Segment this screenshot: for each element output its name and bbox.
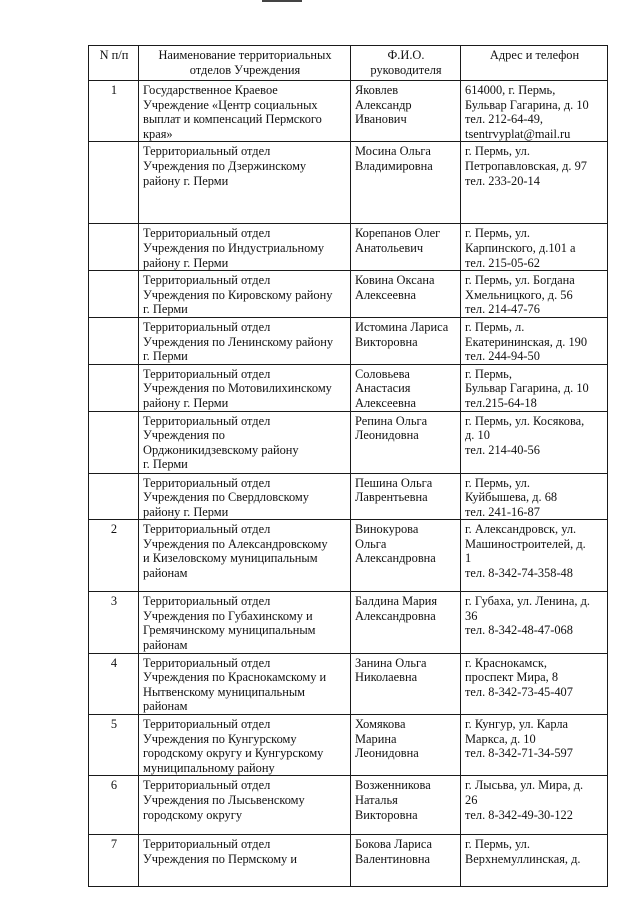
head-fio-cell [351, 317, 461, 364]
row-number: 2 [89, 520, 139, 592]
head-fio-line: Пешина Ольга [355, 475, 433, 490]
office-name-line: районам [143, 638, 188, 653]
row-number: 3 [89, 592, 139, 653]
table-row [89, 271, 608, 318]
row-number: 7 [89, 835, 139, 887]
head-fio-cell [351, 411, 461, 473]
office-name-line: Территориальный отдел [143, 717, 271, 732]
office-name-cell [139, 715, 351, 776]
head-fio-line: Анатольевич [355, 240, 424, 255]
office-name-line: Территориальный отдел [143, 413, 271, 428]
address-phone-cell [461, 364, 608, 411]
head-fio-cell [351, 835, 461, 887]
head-fio-line: Алексеевна [355, 287, 416, 302]
header-name [139, 46, 351, 81]
office-name-line: Учреждения по Краснокамскому и [143, 670, 327, 685]
office-name-line: району г. Перми [143, 173, 229, 188]
office-name-line: Территориальный отдел [143, 319, 271, 334]
row-number: 5 [89, 715, 139, 776]
address-phone-line: тел. 241-16-87 [465, 504, 540, 519]
office-name-cell [139, 520, 351, 592]
head-fio-line: Репина Ольга [355, 413, 428, 428]
row-number [89, 411, 139, 473]
address-phone-line: 1 [465, 551, 472, 566]
address-phone-line: г. Пермь, ул. [465, 837, 530, 852]
head-fio-cell [351, 592, 461, 653]
address-phone-line: Куйбышева, д. 68 [465, 490, 558, 505]
address-phone-line: тел. 214-47-76 [465, 302, 540, 317]
office-name-line: края» [143, 126, 173, 141]
page-top-mark [262, 0, 302, 2]
address-phone-line: тел. 212-64-49, [465, 112, 544, 127]
head-fio-cell [351, 776, 461, 835]
row-number [89, 317, 139, 364]
table-row [89, 520, 608, 592]
address-phone-line: г. Пермь, ул. [465, 144, 530, 159]
head-fio-line: Лаврентьевна [355, 490, 428, 505]
table-row [89, 224, 608, 271]
office-name-cell [139, 411, 351, 473]
head-fio-cell [351, 715, 461, 776]
office-name-line: Учреждения по Индустриальному [143, 240, 325, 255]
office-name-line: Территориальный отдел [143, 144, 271, 159]
table-row [89, 364, 608, 411]
head-fio-line: Александровна [355, 608, 436, 623]
head-fio-line: Александровна [355, 551, 436, 566]
office-name-line: Учреждения по Свердловскому [143, 490, 309, 505]
address-phone-line: г. Кунгур, ул. Карла [465, 717, 569, 732]
head-fio-line: Бокова Лариса [355, 837, 433, 852]
table-row [89, 473, 608, 520]
office-name-cell [139, 81, 351, 142]
header-num: N п/п [89, 46, 139, 81]
head-fio-cell [351, 224, 461, 271]
head-fio-cell [351, 520, 461, 592]
office-name-line: Учреждения по Губахинскому и [143, 608, 313, 623]
office-name-line: Территориальный отдел [143, 778, 271, 793]
address-phone-line: Бульвар Гагарина, д. 10 [465, 381, 589, 396]
row-number [89, 142, 139, 224]
office-name-cell [139, 835, 351, 887]
head-fio-cell [351, 653, 461, 714]
row-number: 1 [89, 81, 139, 142]
table-row [89, 411, 608, 473]
office-name-cell [139, 142, 351, 224]
head-fio-line: Возженникова [355, 778, 431, 793]
address-phone-line: г. Пермь, ул. Богдана [465, 273, 575, 288]
office-name-cell [139, 473, 351, 520]
address-phone-cell [461, 271, 608, 318]
head-fio-line: Мосина Ольга [355, 144, 431, 159]
head-fio-line: Александр [355, 97, 412, 112]
table-row [89, 317, 608, 364]
address-phone-line: Бульвар Гагарина, д. 10 [465, 97, 589, 112]
office-name-line: Учреждения по Лысьвенскому [143, 793, 305, 807]
head-fio-line: Леонидовна [355, 428, 419, 443]
office-name-line: Территориальный отдел [143, 594, 271, 609]
address-phone-line: г. Пермь, л. [465, 319, 525, 334]
head-fio-line: Яковлев [355, 83, 399, 97]
address-phone-line: tsentrvyplat@mail.ru [465, 126, 571, 141]
office-name-cell [139, 271, 351, 318]
address-phone-line: проспект Мира, 8 [465, 670, 559, 685]
head-fio-line: Викторовна [355, 807, 418, 822]
head-fio-line: Балдина Мария [355, 594, 438, 609]
head-fio-cell [351, 81, 461, 142]
header-address-line: Адрес и телефон [489, 48, 580, 62]
head-fio-cell [351, 271, 461, 318]
office-name-line: Территориальный отдел [143, 366, 271, 381]
address-phone-line: г. Лысьва, ул. Мира, д. [465, 778, 584, 793]
header-address [461, 46, 608, 81]
office-name-line: выплат и компенсаций Пермского [143, 112, 322, 127]
address-phone-line: Петропавловская, д. 97 [465, 158, 587, 173]
office-name-line: городскому округу и Кунгурскому [143, 746, 324, 761]
office-name-line: Учреждение «Центр социальных [143, 97, 318, 112]
office-name-line: Учреждения по [143, 428, 225, 443]
address-phone-line: г. Пермь, ул. [465, 226, 530, 241]
head-fio-line: Наталья [355, 793, 398, 807]
office-name-line: Территориальный отдел [143, 522, 271, 537]
head-fio-line: Иванович [355, 112, 407, 127]
head-fio-line: Валентиновна [355, 852, 431, 866]
table-row [89, 81, 608, 142]
office-name-line: Учреждения по Ленинскому району [143, 334, 334, 349]
row-number [89, 473, 139, 520]
header-name-line: Наименование территориальных [158, 48, 332, 62]
table-body [89, 81, 608, 887]
table-row [89, 653, 608, 714]
address-phone-cell [461, 317, 608, 364]
address-phone-line: тел. 8-342-73-45-407 [465, 684, 573, 699]
office-name-line: Территориальный отдел [143, 475, 271, 490]
address-phone-line: тел. 8-342-71-34-597 [465, 746, 573, 761]
office-name-line: Государственное Краевое [143, 83, 278, 97]
address-phone-line: тел. 233-20-14 [465, 173, 540, 188]
address-phone-cell [461, 520, 608, 592]
address-phone-line: тел. 215-05-62 [465, 255, 540, 270]
address-phone-line: г. Краснокамск, [465, 655, 547, 670]
office-name-line: Учреждения по Кировскому району [143, 287, 333, 302]
office-name-line: и Кизеловскому муниципальным [143, 551, 318, 566]
address-phone-line: тел. 214-40-56 [465, 442, 540, 457]
address-phone-line: г. Пермь, ул. Косякова, [465, 413, 585, 428]
address-phone-line: г. Александровск, ул. [465, 522, 577, 537]
address-phone-line: д. 10 [465, 428, 490, 443]
header-fio-line: Ф.И.О. [387, 48, 425, 62]
head-fio-line: Леонидовна [355, 746, 419, 761]
office-name-cell [139, 592, 351, 653]
office-name-line: району г. Перми [143, 504, 229, 519]
address-phone-cell [461, 473, 608, 520]
address-phone-line: 36 [465, 608, 478, 623]
address-phone-cell [461, 411, 608, 473]
office-name-line: Территориальный отдел [143, 226, 271, 241]
address-phone-line: г. Губаха, ул. Ленина, д. [465, 594, 590, 609]
table-row [89, 142, 608, 224]
office-name-cell [139, 653, 351, 714]
office-name-line: району г. Перми [143, 395, 229, 410]
address-phone-cell [461, 715, 608, 776]
row-number [89, 271, 139, 318]
head-fio-line: Алексеевна [355, 395, 416, 410]
header-name-line: отделов Учреждения [189, 62, 301, 77]
row-number: 6 [89, 776, 139, 835]
office-name-line: муниципальному району [143, 760, 275, 775]
office-name-line: городскому округу [143, 807, 243, 822]
head-fio-line: Николаевна [355, 670, 418, 685]
office-name-cell [139, 776, 351, 835]
office-name-line: Гремячинскому муниципальным [143, 623, 316, 638]
office-name-line: г. Перми [143, 349, 188, 364]
office-name-line: Нытвенскому муниципальным [143, 684, 306, 699]
head-fio-line: Владимировна [355, 158, 433, 173]
header-fio-line: руководителя [370, 62, 442, 77]
head-fio-line: Хомякова [355, 717, 406, 732]
address-phone-cell [461, 142, 608, 224]
head-fio-line: Занина Ольга [355, 655, 427, 670]
head-fio-line: Марина [355, 731, 397, 746]
head-fio-line: Ольга [355, 536, 387, 551]
row-number [89, 224, 139, 271]
address-phone-cell [461, 835, 608, 887]
table-row [89, 776, 608, 835]
office-name-line: Учреждения по Дзержинскому [143, 158, 307, 173]
head-fio-line: Соловьева [355, 366, 410, 381]
office-name-line: району г. Перми [143, 255, 229, 270]
head-fio-line: Анастасия [355, 381, 411, 396]
address-phone-line: Верхнемуллинская, д. [465, 852, 581, 866]
address-phone-line: тел. 8-342-49-30-122 [465, 807, 573, 822]
address-phone-line: тел. 244-94-50 [465, 349, 540, 364]
office-name-cell [139, 364, 351, 411]
office-name-line: Учреждения по Пермскому и [143, 852, 297, 866]
office-name-line: Учреждения по Александровскому [143, 536, 328, 551]
head-fio-line: Винокурова [355, 522, 419, 537]
address-phone-cell [461, 224, 608, 271]
address-phone-line: тел.215-64-18 [465, 395, 537, 410]
head-fio-line: Ковина Оксана [355, 273, 435, 288]
office-name-line: районам [143, 699, 188, 714]
address-phone-line: г. Пермь, [465, 366, 512, 381]
head-fio-cell [351, 473, 461, 520]
head-fio-cell [351, 142, 461, 224]
table-header-row [89, 46, 608, 81]
table-row [89, 715, 608, 776]
head-fio-line: Викторовна [355, 334, 418, 349]
office-name-line: Орджоникидзевскому району [143, 442, 299, 457]
office-name-cell [139, 317, 351, 364]
header-fio [351, 46, 461, 81]
address-phone-line: г. Пермь, ул. [465, 475, 530, 490]
address-phone-cell [461, 776, 608, 835]
office-name-cell [139, 224, 351, 271]
address-phone-line: Маркса, д. 10 [465, 731, 536, 746]
address-phone-line: Екатерининская, д. 190 [465, 334, 588, 349]
office-name-line: Учреждения по Мотовилихинскому [143, 381, 332, 396]
address-phone-cell [461, 653, 608, 714]
office-name-line: Территориальный отдел [143, 273, 271, 288]
row-number [89, 364, 139, 411]
office-name-line: г. Перми [143, 302, 188, 317]
office-name-line: г. Перми [143, 457, 188, 472]
table-row [89, 835, 608, 887]
head-fio-cell [351, 364, 461, 411]
address-phone-line: Хмельницкого, д. 56 [465, 287, 573, 302]
address-phone-line: Машиностроителей, д. [465, 536, 586, 551]
office-name-line: Территориальный отдел [143, 655, 271, 670]
address-phone-line: тел. 8-342-74-358-48 [465, 566, 573, 581]
office-name-line: Территориальный отдел [143, 837, 271, 852]
office-name-line: районам [143, 566, 188, 581]
territorial-offices-table [88, 45, 608, 887]
table-row [89, 592, 608, 653]
address-phone-cell [461, 592, 608, 653]
head-fio-line: Корепанов Олег [355, 226, 441, 241]
address-phone-cell [461, 81, 608, 142]
address-phone-line: 614000, г. Пермь, [465, 83, 556, 97]
address-phone-line: 26 [465, 793, 478, 807]
address-phone-line: Карпинского, д.101 а [465, 240, 576, 255]
head-fio-line: Истомина Лариса [355, 319, 449, 334]
office-name-line: Учреждения по Кунгурскому [143, 731, 297, 746]
row-number: 4 [89, 653, 139, 714]
address-phone-line: тел. 8-342-48-47-068 [465, 623, 573, 638]
